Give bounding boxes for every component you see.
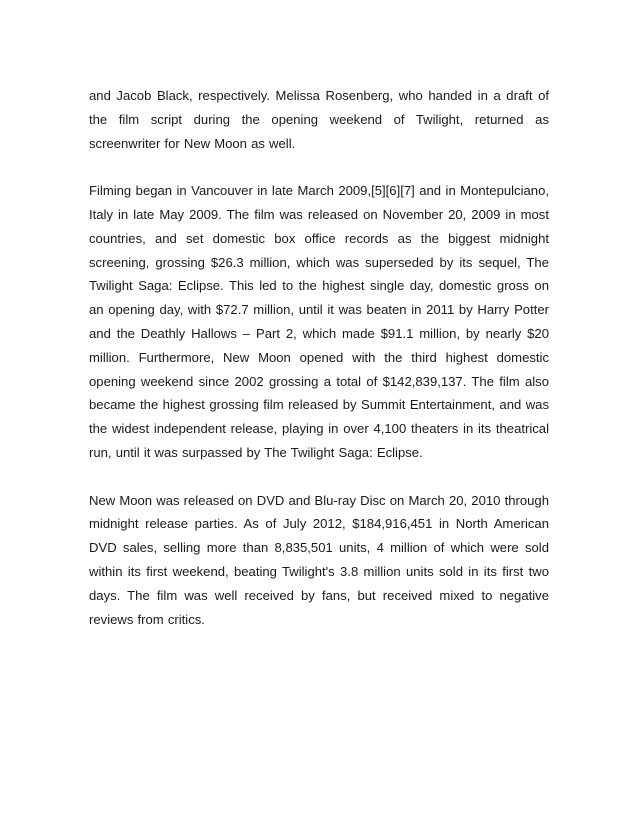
- paragraph-filming-release: Filming began in Vancouver in late March 2009,[5][6][7] and in Montepulciano, Italy in late May 2009. The film was released on November 20, 2009 in most countries, and set domestic box office records as the biggest midnight screening, grossing $26.3 million, which was superseded by its sequel, The Twilight Saga: Eclipse. This led to the highest single day, domestic gross on an opening day, with $72.7 million, until it was beaten in 2011 by Harry Potter and the Deathly Hallows – Part 2, which made $91.1 million, by nearly $20 million. Furthermore, New Moon opened with the third highest domestic opening weekend since 2002 grossing a total of $142,839,137. The film also became the highest grossing film released by Summit Entertainment, and was the widest independent release, playing in over 4,100 theaters in its theatrical run, until it was surpassed by The Twilight Saga: Eclipse.: [89, 183, 549, 460]
- paragraph-cast-writer: and Jacob Black, respectively. Melissa Rosenberg, who handed in a draft of the film script during the opening weekend of Twilight, returned as screenwriter for New Moon as well.: [89, 88, 549, 151]
- paragraph-home-media: New Moon was released on DVD and Blu-ray Disc on March 20, 2010 through midnight release parties. As of July 2012, $184,916,451 in North American DVD sales, selling more than 8,835,501 units, 4 million of which were sold within its first weekend, beating Twilight's 3.8 million units sold in its first two days. The film was well received by fans, but received mixed to negative reviews from critics.: [89, 492, 549, 627]
- document-body: [89, 84, 549, 631]
